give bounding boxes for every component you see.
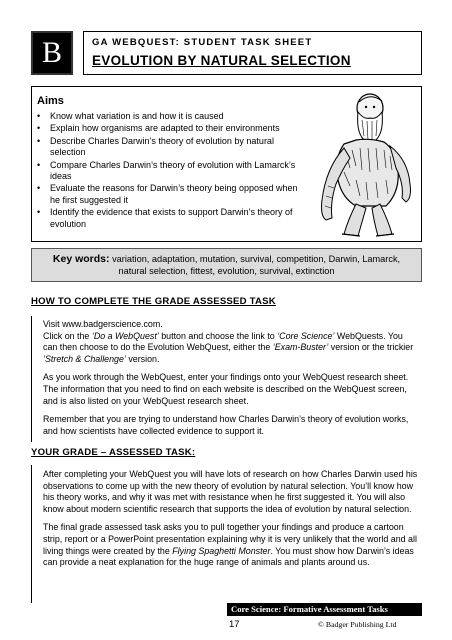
core-science-ref: ‘Core Science’ (277, 330, 335, 341)
howto-text: WebQuests. You can then choose to do the Evolution WebQuest, either the (43, 330, 403, 353)
footer-bar: Core Science: Formative Assessment Tasks (227, 603, 422, 616)
header-subtitle: GA WEBQUEST: STUDENT TASK SHEET (92, 37, 313, 48)
howto-text: button and choose the link to (158, 330, 278, 341)
section-letter-badge (31, 31, 73, 75)
grade-section (31, 465, 422, 603)
darwin-caricature-illustration (304, 88, 420, 240)
aim-item: • Identify the evidence that exists to support Darwin’s theory of evolution (37, 207, 303, 230)
howto-text: version or the trickier (328, 342, 414, 353)
page-number: 17 (229, 619, 240, 630)
grade-text: . You must show how Darwin’s ideas can provide a neat explanation for the huge range of animals and plants around us. (43, 545, 414, 568)
grade-text: The final grade assessed task asks you to pull together your findings and produce a cartoon strip, report or a PowerPoint presentation explaining why it is very unlikely that the world and all living things were created by the (43, 522, 417, 556)
aim-item: • Explain how organisms are adapted to their environments (37, 123, 303, 134)
stretch-challenge-ref: ‘Stretch & Challenge’ (43, 353, 126, 364)
publisher-credit: © Badger Publishing Ltd (318, 620, 397, 629)
aim-item: • Evaluate the reasons for Darwin’s theory being opposed when he first suggested it (37, 183, 303, 206)
howto-paragraph-3: Remember that you are trying to understand how Charles Darwin’s theory of evolution works, and how scientists have collected evidence to support it. (43, 414, 409, 436)
section-letter: B (41, 36, 62, 69)
flying-spaghetti-monster-ref: Flying Spaghetti Monster (172, 545, 271, 556)
howto-paragraph-1 (43, 319, 419, 365)
do-a-webquest-ref: ‘Do a WebQuest’ (91, 330, 159, 341)
exam-buster-ref: ‘Exam-Buster’ (272, 342, 329, 353)
keywords-label: Key words: (52, 253, 110, 265)
howto-text: version. (125, 353, 160, 364)
aims-list (37, 111, 303, 231)
howto-text: Click on the (43, 330, 92, 341)
website-text: Visit www.badgerscience.com. (43, 319, 163, 329)
keywords-box (31, 248, 422, 282)
aim-item: • Compare Charles Darwin’s theory of evolution with Lamarck’s ideas (37, 160, 303, 183)
grade-heading: YOUR GRADE – ASSESSED TASK: (31, 447, 196, 458)
howto-paragraph-2: As you work through the WebQuest, enter your findings onto your WebQuest research sheet. The information that you need to find on each website is described on the WebQuest screen, and is also listed on your WebQuest research sheet. (43, 372, 409, 406)
grade-paragraph-1: After completing your WebQuest you will have lots of research on how Charles Darwin used his observations to come up with the new theory of evolution by natural selection. You’ll know how his theory works, and why it was met with resistance when he first suggested it. You will also know about modern scientific research that supports the idea of evolution by natural selection. (43, 469, 418, 514)
howto-section (31, 316, 422, 442)
page-title: EVOLUTION BY NATURAL SELECTION (92, 53, 351, 68)
aim-item: • Describe Charles Darwin’s theory of evolution by natural selection (37, 136, 303, 159)
grade-paragraph-2 (43, 522, 419, 568)
keywords-text: variation, adaptation, mutation, survival, competition, Darwin, Lamarck, natural selection, fittest, evolution, survival, extinction (112, 254, 401, 276)
howto-heading: HOW TO COMPLETE THE GRADE ASSESSED TASK (31, 296, 276, 307)
aims-heading: Aims (37, 95, 64, 107)
aim-item: • Know what variation is and how it is caused (37, 111, 303, 122)
